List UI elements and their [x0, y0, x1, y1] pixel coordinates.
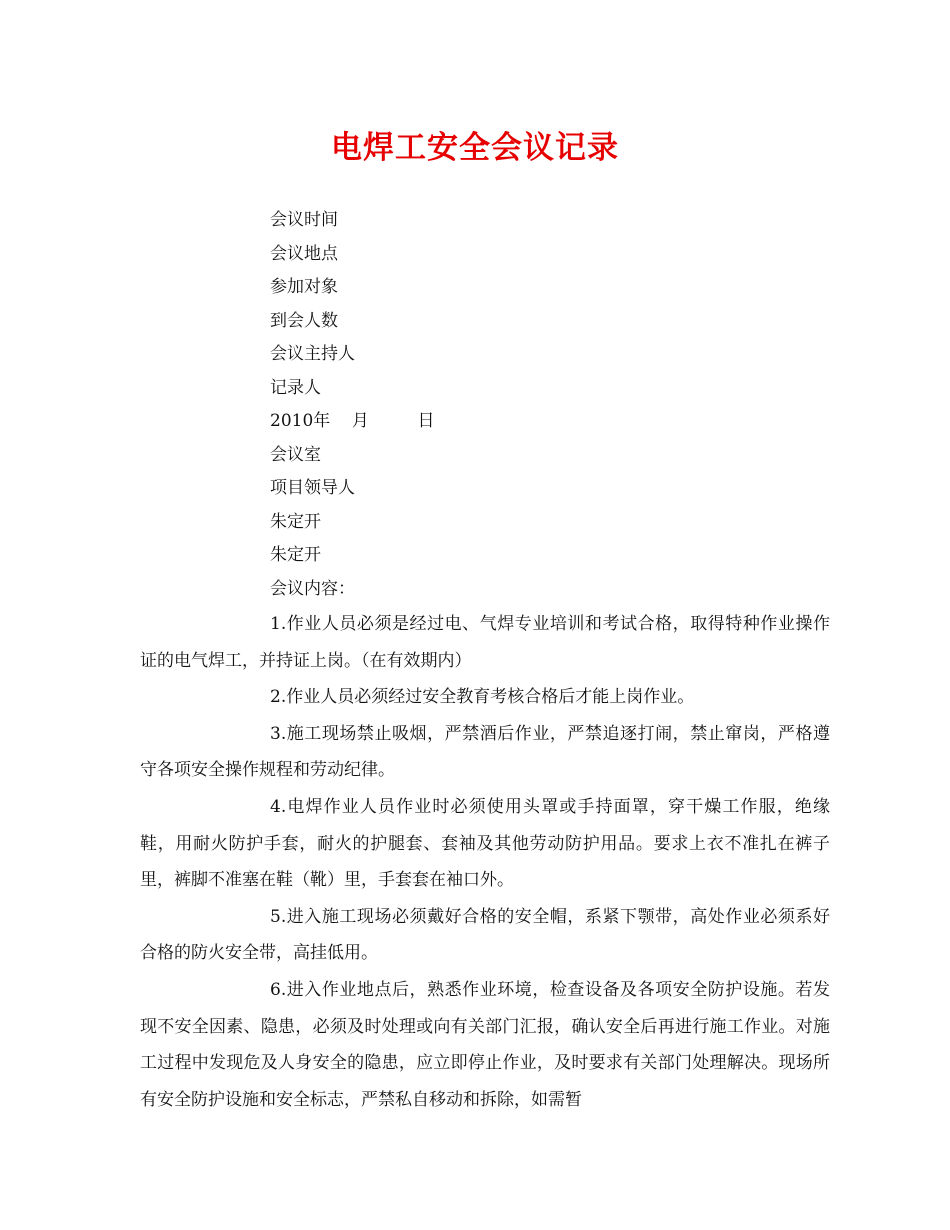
meeting-content	[140, 606, 830, 1118]
content-paragraph: 6.进入作业地点后，熟悉作业环境，检查设备及各项安全防护设施。若发现不安全因素、隐患，必须及时处理或向有关部门汇报，确认安全后再进行施工作业。对施工过程中发现危及人身安全的隐患，应立即停止作业，及时要求有关部门处理解决。现场所有安全防护设施和安全标志，严禁私自移动和拆除，如需暂	[140, 979, 830, 1110]
info-line: 项目领导人	[270, 478, 355, 498]
info-line: 朱定开	[270, 511, 321, 532]
info-line: 朱定开	[270, 545, 321, 565]
info-line: 会议内容：	[270, 578, 355, 599]
info-line: 记录人	[270, 377, 321, 398]
info-line: 参加对象	[270, 277, 338, 297]
content-paragraph: 4.电焊作业人员作业时必须使用头罩或手持面罩，穿干燥工作服，绝缘鞋，用耐火防护手套，耐火的护腿套、套袖及其他劳动防护用品。要求上衣不准扎在裤子里，裤脚不准塞在鞋（靴）里，手套套在袖口外。	[140, 796, 830, 891]
content-paragraph: 1.作业人员必须是经过电、气焊专业培训和考试合格，取得特种作业操作证的电气焊工，并持证上岗。（在有效期内）	[140, 614, 830, 671]
info-line: 会议室	[270, 444, 321, 465]
meeting-info-list	[270, 204, 435, 606]
info-line: 会议主持人	[270, 344, 355, 364]
content-paragraph: 5.进入施工现场必须戴好合格的安全帽，系紧下颚带，高处作业必须系好合格的防火安全带，高挂低用。	[140, 906, 830, 964]
info-line: 会议时间	[270, 210, 338, 230]
info-line: 到会人数	[270, 310, 338, 331]
content-paragraph: 3.施工现场禁止吸烟，严禁酒后作业，严禁追逐打闹，禁止窜岗，严格遵守各项安全操作规程和劳动纪律。	[140, 723, 830, 781]
info-line: 2010年 月 日	[270, 411, 435, 431]
info-line: 会议地点	[270, 243, 338, 264]
content-paragraph: 2.作业人员必须经过安全教育考核合格后才能上岗作业。	[270, 687, 695, 708]
document-title: 电焊工安全会议记录	[331, 130, 619, 166]
